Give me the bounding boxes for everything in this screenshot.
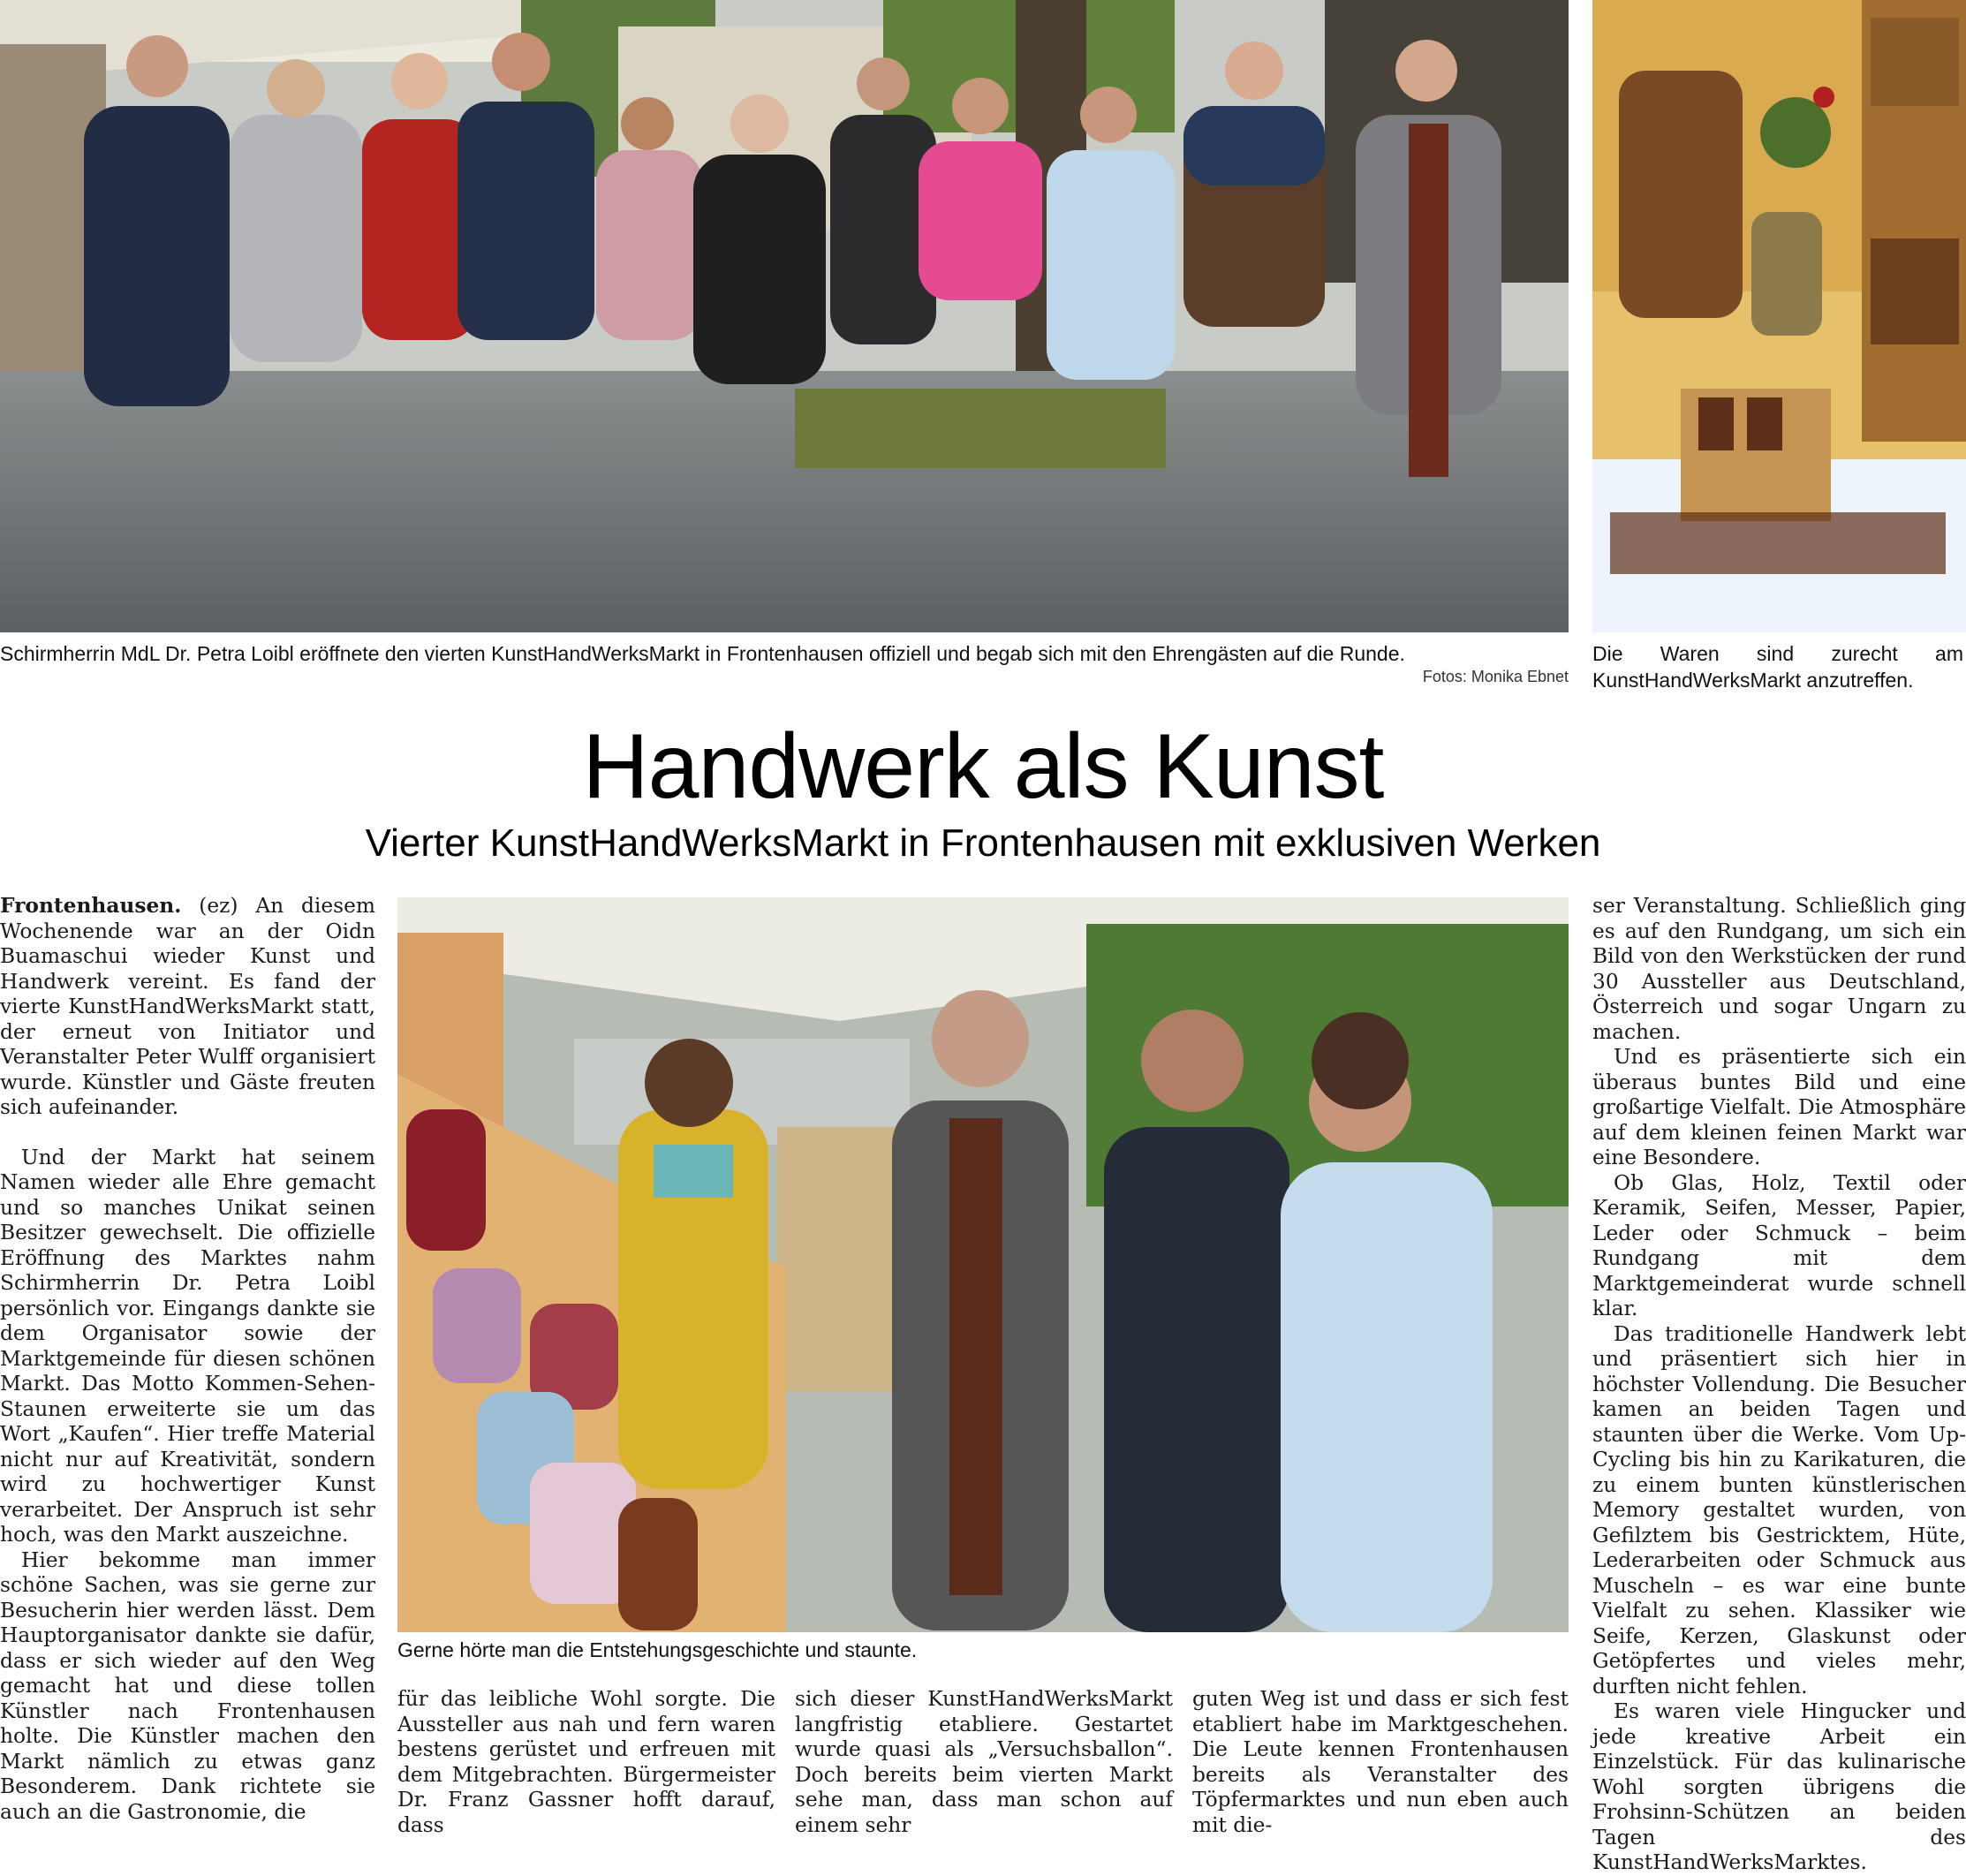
article-column-left (0, 894, 375, 1825)
article-column-right (1592, 894, 1966, 1876)
article-column-bottom-2 (795, 1687, 1173, 1838)
paragraph: guten Weg ist und dass er sich fest etabliert habe im Marktgeschehen. Die Leute kennen Frontenhausen bereits als Veranstalter des Töpfermarktes und nun eben auch mit die- (1192, 1687, 1569, 1837)
side-photo-caption: Die Waren sind zurecht am KunstHandWerksMarkt anzutreffen. (1592, 642, 1963, 692)
paragraph: sich dieser KunstHandWerksMarkt langfristig etabliere. Gestartet wurde quasi als „Versuchsballon“. Doch bereits beim vierten Markt sehe man, dass man schon auf einem sehr (795, 1687, 1173, 1837)
article-column-bottom-3 (1192, 1687, 1569, 1838)
paragraph: für das leibliche Wohl sorgte. Die Aussteller aus nah und fern waren bestens gerüstet und erfreuen mit dem Mitgebrachten. Bürgermeister Dr. Franz Gassner hofft darauf, dass (397, 1687, 775, 1837)
headline: Handwerk als Kunst (582, 715, 1384, 818)
paragraph: Und der Markt hat seinem Namen wieder alle Ehre gemacht und so manches Unikat seinen Besitzer gewechselt. Die offizielle Eröffnung des Marktes nahm Schirmherrin Dr. Petra Loibl persönlich vor. Eingangs dankte sie dem Organisator sowie der Marktgemeinde für diesen schönen Markt. Das Motto Kommen-Sehen-Staunen erweiterte sie um das Wort „Kaufen“. Hier treffe Material nicht nur auf Kreativität, sondern wird zu hochwertiger Kunst verarbeitet. Der Anspruch ist sehr hoch, was den Markt auszeichne. (0, 1145, 375, 1547)
paragraph: ser Veranstaltung. Schließlich ging es auf den Rundgang, um sich ein Bild von den Werkstücken der rund 30 Aussteller aus Deutschland, Österreich und sogar Ungarn zu machen. (1592, 894, 1966, 1044)
subheadline: Vierter KunstHandWerksMarkt in Frontenhausen mit exklusiven Werken (365, 821, 1601, 865)
paragraph: Es waren viele Hingucker und jede kreative Arbeit ein Einzelstück. Für das kulinarische Wohl sorgten übrigens die Frohsinn-Schützen an beiden Tagen des KunstHandWerksMarktes. (1592, 1699, 1966, 1874)
paragraph: Und es präsentierte sich ein überaus buntes Bild und eine großartige Vielfalt. Die Atmosphäre auf dem kleinen feinen Markt war eine Besondere. (1592, 1045, 1966, 1169)
paragraph: (ez) An diesem Wochenende war an der Oidn Buamaschui wieder Kunst und Handwerk vereint. Es fand der vierte KunstHandWerksMarkt statt, der erneut von Initiator und Veranstalter Peter Wulff organisiert wurde. Künstler und Gäste freuten sich aufeinander. (0, 894, 375, 1119)
middle-photo-caption: Gerne hörte man die Entstehungsgeschichte und staunte. (397, 1638, 918, 1661)
dateline: Frontenhausen. (0, 894, 182, 918)
jewelry-display-photo (1592, 0, 1966, 632)
photo-credit: Fotos: Monika Ebnet (1422, 668, 1569, 685)
market-stall-photo (397, 897, 1569, 1632)
main-photo-caption: Schirmherrin MdL Dr. Petra Loibl eröffnete den vierten KunstHandWerksMarkt in Frontenhausen offiziell und begab sich mit den Ehrengästen auf die Runde. (0, 642, 1405, 665)
paragraph: Hier bekomme man immer schöne Sachen, was sie gerne zur Besucherin hier werden lässt. Dem Hauptorganisator dankte sie dafür, dass er sich wieder auf den Weg gemacht hat und diese tollen Künstler nach Frontenhausen holte. Die Künstler machen den Markt nämlich zu etwas ganz Besonderem. Dank richtete sie auch an die Gastronomie, die (0, 1547, 375, 1824)
paragraph: Das traditionelle Handwerk lebt und präsentiert sich hier in höchster Vollendung. Die Besucher kamen an beiden Tagen und staunten über die Werke. Vom Up-Cycling bis hin zu Karikaturen, die zu einem bunten künstlerischen Memory gestaltet wurden, von Gefilztem bis Gestricktem, Hüte, Lederarbeiten oder Schmuck aus Muscheln – es war eine bunte Vielfalt zu sehen. Klassiker wie Seife, Kerzen, Glaskunst oder Getöpfertes und vieles mehr, durften nicht fehlen. (1592, 1321, 1966, 1698)
group-photo (0, 0, 1569, 632)
paragraph: Ob Glas, Holz, Textil oder Keramik, Seifen, Messer, Papier, Leder oder Schmuck – beim Rundgang mit dem Marktgemeinderat wurde schnell klar. (1592, 1170, 1966, 1320)
article-column-bottom-1 (397, 1687, 775, 1838)
